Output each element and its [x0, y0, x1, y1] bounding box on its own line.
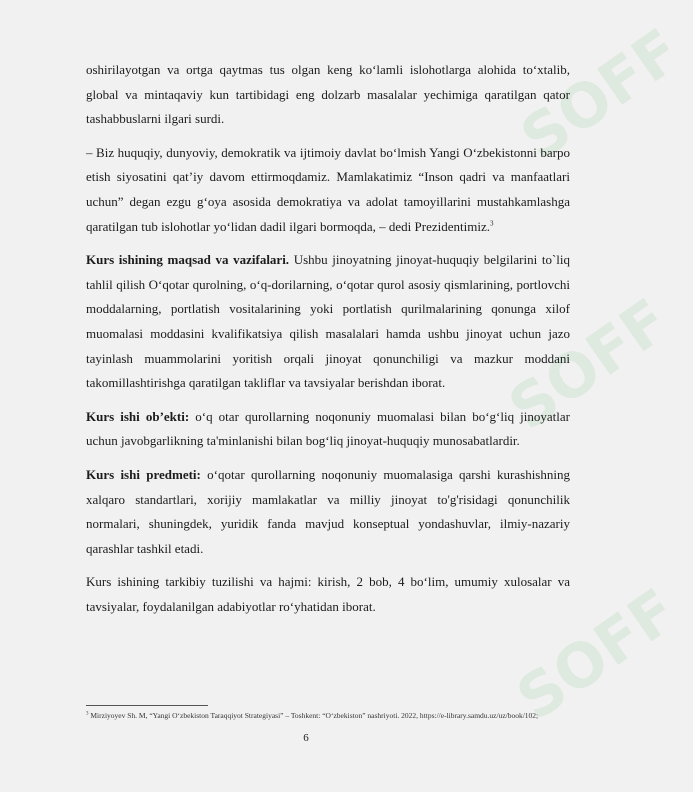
paragraph-text: Ushbu jinoyatning jinoyat-huquqiy belgilarini to`liq tahlil qilish O‘qotar qurolning, o‘q-dorilarning, o‘qotar qurol asosiy qismlarining, portlovchi moddalarning, portlatish vositalarining yoki portlatish qurilmalarining qonunga xilof muomalasi moddasini kvalifikatsiya qilish masalalari hamda ushbu jinoyat uchun jazo tayinlash muammolarini yoritish orqali jinoyat qonunchiligi va mazkur moddani takomillashtirishga qaratilgan takliflar va tavsiyalar berishdan iborat.	[86, 252, 570, 391]
paragraph-object	[86, 405, 570, 454]
footnote-divider	[86, 705, 208, 706]
watermark-mark: SOFF	[508, 15, 693, 175]
paragraph-text: Kurs ishining tarkibiy tuzilishi va hajmi: kirish, 2 bob, 4 bo‘lim, umumiy xulosalar va tavsiyalar, foydalanilgan adabiyotlar ro‘yhatidan iborat.	[86, 574, 570, 614]
watermark-mark: SOFF	[504, 575, 690, 735]
footnote-reference: 3	[489, 219, 494, 228]
paragraph-text: – Biz huquqiy, dunyoviy, demokratik va ijtimoiy davlat bo‘lmish Yangi O‘zbekistonni barpo etish siyosatini qat’iy davom ettirmoqdamiz. Mamlakatimiz “Inson qadri va manfaatlari uchun” degan ezgu g‘oya asosida demokratiya va adolat tamoyillarini mustahkamlashga qaratilgan tub islohotlar yo‘lidan dadil ilgari bormoqda, – dedi Prezidentimiz.	[86, 144, 570, 234]
paragraph-quote	[86, 141, 570, 239]
section-lead: Kurs ishi predmeti:	[86, 466, 201, 482]
section-lead: Kurs ishining maqsad va vazifalari.	[86, 252, 290, 268]
page-number: 6	[303, 732, 309, 744]
footnote-text: Mirziyoyev Sh. M, “Yangi O‘zbekiston Taraqqiyot Strategiyasi” – Toshkent: “O‘zbekiston” nashriyoti. 2022, https://e-library.samdu.uz/uz/book/102;	[90, 711, 539, 720]
footnote	[86, 710, 556, 721]
paragraph-structure	[86, 570, 570, 619]
paragraph-subject	[86, 463, 570, 561]
body-text	[86, 58, 570, 619]
watermark-mark: SOFF	[496, 285, 682, 445]
paragraph-text: o‘q otar qurollarning noqonuniy muomalasi bilan bo‘g‘liq jinoyatlar uchun javobgarlikning ta'minlanishi bilan bog‘liq jinoyat-huquqiy munosabatlardir.	[86, 408, 571, 449]
section-lead: Kurs ishi ob’ekti:	[86, 408, 190, 424]
paragraph-text: o‘qotar qurollarning noqonuniy muomalasiga qarshi kurashishning xalqaro standartlari, xorijiy mamlakatlar va milliy jinoyat to'g'risidagi qonunchilik normalari, shuningdek, yuridik fanda mavjud konseptual yondashuvlar, ilmiy-nazariy qarashlar tashkil etadi.	[86, 466, 570, 556]
paragraph-goals	[86, 248, 570, 396]
footnote-marker: 3	[86, 711, 89, 717]
paragraph	[86, 58, 570, 132]
paragraph-text: oshirilayotgan va ortga qaytmas tus olgan keng ko‘lamli islohotlarga alohida to‘xtalib, global va mintaqaviy kun tartibidagi eng dolzarb masalalar yechimiga qaratilgan qator tashabbuslarni ilgari surdi.	[86, 62, 570, 127]
